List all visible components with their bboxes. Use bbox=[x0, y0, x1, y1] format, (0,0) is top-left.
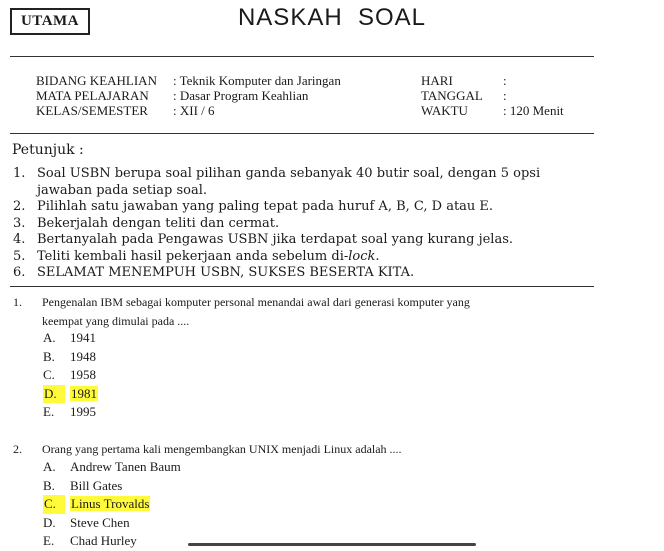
instruction-text: Bekerjalah dengan teliti dan cermat. bbox=[37, 215, 280, 231]
option-letter: B. bbox=[43, 477, 55, 493]
option-text: 1981 bbox=[71, 385, 97, 401]
instruction-item bbox=[13, 265, 613, 282]
meta-label-bidang: BIDANG KEAHLIAN bbox=[36, 73, 157, 88]
meta-left-values bbox=[173, 73, 341, 118]
meta-right-labels bbox=[421, 73, 483, 118]
question-number: 1. bbox=[13, 295, 22, 309]
option-c[interactable] bbox=[43, 366, 98, 385]
option-text: 1958 bbox=[70, 367, 96, 382]
instructions-list bbox=[13, 166, 613, 282]
meta-label-tanggal: TANGGAL bbox=[421, 88, 483, 103]
instruction-item bbox=[13, 232, 613, 249]
meta-left-labels bbox=[36, 73, 157, 118]
meta-value-bidang: : Teknik Komputer dan Jaringan bbox=[173, 73, 341, 88]
meta-value-mapel: : Dasar Program Keahlian bbox=[173, 88, 309, 103]
option-text: Chad Hurley bbox=[70, 533, 137, 548]
option-letter: C. bbox=[43, 495, 65, 514]
option-letter: A. bbox=[43, 330, 56, 345]
question-2 bbox=[13, 440, 402, 459]
meta-label-hari: HARI bbox=[421, 73, 453, 88]
option-d-correct[interactable] bbox=[43, 385, 98, 404]
meta-label-waktu: WAKTU bbox=[421, 103, 468, 118]
option-text: Steve Chen bbox=[70, 514, 130, 530]
meta-value-kelas: : XII / 6 bbox=[173, 103, 215, 118]
instruction-number: 1. bbox=[13, 166, 26, 181]
option-text: 1995 bbox=[70, 404, 96, 419]
option-text: Bill Gates bbox=[70, 477, 123, 493]
meta-right-values bbox=[503, 73, 564, 118]
instruction-item bbox=[13, 199, 613, 216]
option-text: Linus Trovalds bbox=[71, 496, 150, 511]
option-e[interactable] bbox=[43, 403, 98, 422]
document-title: NASKAH SOAL bbox=[237, 4, 427, 31]
option-letter: E. bbox=[43, 533, 55, 548]
instruction-number: 6. bbox=[13, 265, 26, 280]
instruction-item bbox=[13, 249, 613, 266]
option-b[interactable] bbox=[43, 477, 181, 496]
option-d[interactable] bbox=[43, 514, 181, 533]
instruction-text-pre: Teliti kembali hasil pekerjaan anda sebelum di- bbox=[37, 248, 349, 264]
option-letter: B. bbox=[43, 348, 55, 364]
exam-type-label: UTAMA bbox=[20, 13, 80, 29]
instructions-heading: Petunjuk : bbox=[12, 142, 84, 158]
instruction-text: Pilihlah satu jawaban yang paling tepat pada huruf A, B, C, D atau E. bbox=[37, 199, 494, 214]
question-text: Pengenalan IBM sebagai komputer personal menandai awal dari generasi komputer yang bbox=[42, 295, 470, 309]
meta-value-hari: : bbox=[503, 73, 507, 88]
option-letter: D. bbox=[43, 385, 65, 404]
meta-value-tanggal: : bbox=[503, 88, 507, 103]
instruction-text: Bertanyalah pada Pengawas USBN jika terdapat soal yang kurang jelas. bbox=[37, 232, 514, 247]
instruction-text bbox=[37, 249, 613, 266]
meta-label-mapel: MATA PELAJARAN bbox=[36, 88, 149, 103]
option-b[interactable] bbox=[43, 348, 98, 367]
instruction-item bbox=[13, 166, 613, 199]
instruction-text-em: lock bbox=[348, 248, 376, 264]
question-2-options bbox=[43, 458, 181, 551]
question-text: Orang yang pertama kali mengembangkan UNIX menjadi Linux adalah .... bbox=[42, 442, 402, 456]
instruction-number: 5. bbox=[13, 248, 26, 264]
option-text: Andrew Tanen Baum bbox=[70, 459, 181, 474]
question-1 bbox=[13, 293, 470, 331]
instruction-number: 3. bbox=[13, 215, 26, 231]
option-a[interactable] bbox=[43, 329, 98, 348]
option-letter: A. bbox=[43, 459, 56, 474]
option-letter: D. bbox=[43, 514, 56, 530]
option-a[interactable] bbox=[43, 458, 181, 477]
instruction-text: Soal USBN berupa soal pilihan ganda sebanyak 40 butir soal, dengan 5 opsi bbox=[37, 166, 541, 181]
header-divider bbox=[10, 56, 594, 57]
question-1-options bbox=[43, 329, 98, 422]
instruction-item bbox=[13, 216, 613, 233]
instructions-divider bbox=[10, 286, 594, 287]
instruction-number: 4. bbox=[13, 232, 26, 247]
instruction-text: SELAMAT MENEMPUH USBN, SUKSES BESERTA KITA. bbox=[37, 265, 415, 280]
meta-value-waktu: : 120 Menit bbox=[503, 103, 564, 118]
option-text: 1948 bbox=[70, 348, 96, 364]
option-text: 1941 bbox=[70, 330, 96, 345]
option-c-correct[interactable] bbox=[43, 495, 181, 514]
meta-label-kelas: KELAS/SEMESTER bbox=[36, 103, 148, 118]
question-number: 2. bbox=[13, 442, 22, 456]
option-letter: E. bbox=[43, 404, 55, 419]
question-text-cont: keempat yang dimulai pada .... bbox=[42, 314, 190, 328]
instruction-text-cont: jawaban pada setiap soal. bbox=[37, 182, 208, 198]
instruction-text-post: . bbox=[375, 248, 380, 264]
option-e[interactable] bbox=[43, 532, 181, 551]
meta-divider bbox=[10, 133, 594, 134]
instruction-number: 2. bbox=[13, 199, 26, 214]
option-letter: C. bbox=[43, 367, 55, 382]
